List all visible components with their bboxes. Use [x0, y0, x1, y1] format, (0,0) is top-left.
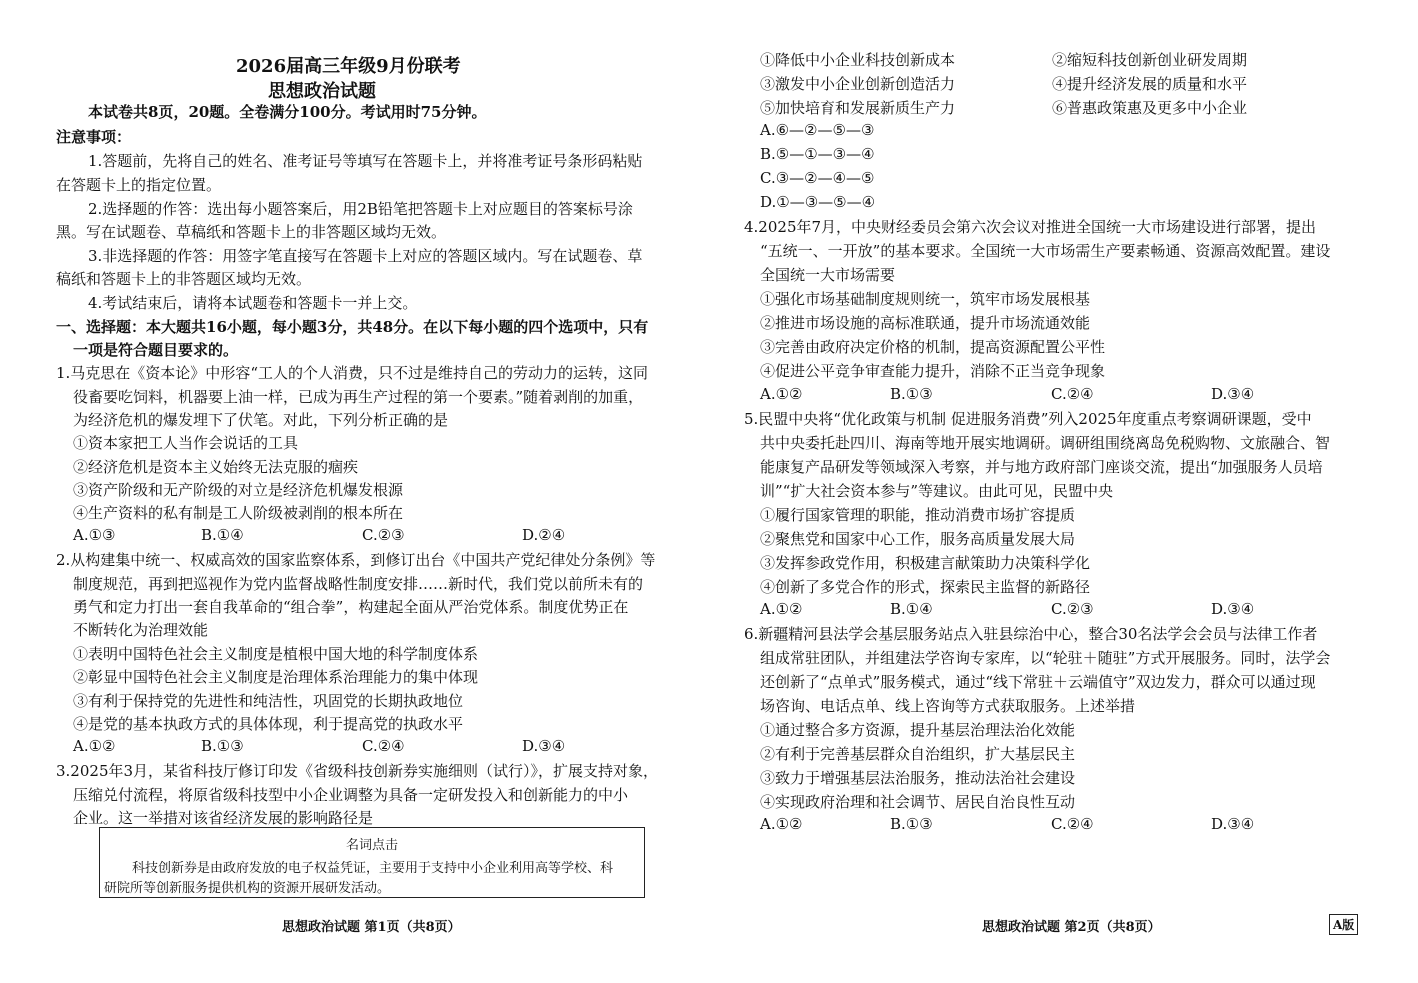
q1-item: ③资产阶级和无产阶级的对立是经济危机爆发根源: [73, 481, 404, 499]
q5-option-d[interactable]: D.③④: [1211, 600, 1255, 618]
q2-stem: 2.从构建集中统一、权威高效的国家监察体系，到修订出台《中国共产党纪律处分条例》等: [56, 551, 656, 569]
q1-stem: 为经济危机的爆发埋下了伏笔。对此，下列分析正确的是: [73, 411, 449, 429]
exam-title: 2026届高三年级9月份联考: [236, 56, 461, 77]
q5-option-b[interactable]: B.①④: [890, 600, 933, 618]
q3-item: ⑤加快培育和发展新质生产力: [760, 99, 956, 117]
q1-option-c[interactable]: C.②③: [362, 526, 405, 544]
q3-option-b[interactable]: B.⑤—①—③—④: [760, 145, 875, 163]
q5-stem: 共中央委托赴四川、海南等地开展实地调研。调研组围绕离岛免税购物、文旅融合、智: [760, 434, 1331, 452]
q2-option-d[interactable]: D.③④: [522, 737, 566, 755]
q1-option-b[interactable]: B.①④: [201, 526, 244, 544]
q2-stem: 制度规范，再到把巡视作为党内监督战略性制度安排……新时代，我们党以前所未有的: [73, 575, 644, 593]
q1-stem: 1.马克思在《资本论》中形容“工人的个人消费，只不过是维持自己的劳动力的运转，这同: [56, 364, 648, 382]
q6-stem: 还创新了“点单式”服务模式，通过“线下常驻＋云端值守”双边发力，群众可以通过现: [760, 673, 1316, 691]
q1-item: ④生产资料的私有制是工人阶级被剥削的根本所在: [73, 504, 404, 522]
q2-item: ①表明中国特色社会主义制度是植根中国大地的科学制度体系: [73, 645, 479, 663]
q5-item: ③发挥参政党作用，积极建言献策助力决策科学化: [760, 554, 1091, 572]
footer-page-2: 思想政治试题 第2页（共8页）: [982, 920, 1161, 935]
q3-item: ③激发中小企业创新创造活力: [760, 75, 956, 93]
notice-line: 黑。写在试题卷、草稿纸和答题卡上的非答题区域均无效。: [56, 223, 447, 241]
edition-badge: A版: [1329, 914, 1358, 935]
q3-item: ②缩短科技创新创业研发周期: [1052, 51, 1248, 69]
q3-option-d[interactable]: D.①—③—⑤—④: [760, 193, 876, 211]
q3-item: ⑥普惠政策惠及更多中小企业: [1052, 99, 1248, 117]
q1-option-a[interactable]: A.①③: [73, 526, 116, 544]
q5-stem: 5.民盟中央将“优化政策与机制 促进服务消费”列入2025年度重点考察调研课题，受中: [744, 410, 1312, 428]
q4-option-c[interactable]: C.②④: [1051, 385, 1094, 403]
q6-item: ②有利于完善基层群众自治组织，扩大基层民主: [760, 745, 1076, 763]
term-box-line: 研院所等创新服务提供机构的资源开展研发活动。: [104, 881, 391, 896]
q5-item: ①履行国家管理的职能，推动消费市场扩容提质: [760, 506, 1076, 524]
q3-stem: 3.2025年3月，某省科技厅修订印发《省级科技创新券实施细则（试行）》，扩展支持对象，: [56, 762, 659, 780]
q4-item: ①强化市场基础制度规则统一，筑牢市场发展根基: [760, 290, 1091, 308]
section-heading: 一、选择题：本大题共16小题，每小题3分，共48分。在以下每小题的四个选项中，只有: [56, 318, 649, 336]
q4-item: ③完善由政府决定价格的机制，提高资源配置公平性: [760, 338, 1106, 356]
q5-option-a[interactable]: A.①②: [760, 600, 803, 618]
q6-stem: 场咨询、电话点单、线上咨询等方式获取服务。上述举措: [760, 697, 1136, 715]
notice-line: 稿纸和答题卡上的非答题区域均无效。: [56, 270, 312, 288]
q2-option-b[interactable]: B.①③: [201, 737, 244, 755]
q4-item: ④促进公平竞争审查能力提升，消除不正当竞争现象: [760, 362, 1106, 380]
q2-item: ③有利于保持党的先进性和纯洁性，巩固党的长期执政地位: [73, 692, 464, 710]
footer-page-1: 思想政治试题 第1页（共8页）: [282, 920, 461, 935]
notice-line: 4.考试结束后，请将本试题卷和答题卡一并上交。: [88, 294, 418, 312]
q5-stem: 训”“扩大社会资本参与”等建议。由此可见，民盟中央: [760, 482, 1114, 500]
q3-stem: 压缩兑付流程，将原省级科技型中小企业调整为具备一定研发投入和创新能力的中小: [73, 786, 629, 804]
notice-line: 1.答题前，先将自己的姓名、准考证号等填写在答题卡上，并将准考证号条形码粘贴: [88, 152, 643, 170]
q1-item: ①资本家把工人当作会说话的工具: [73, 434, 299, 452]
q4-option-a[interactable]: A.①②: [760, 385, 803, 403]
q4-item: ②推进市场设施的高标准联通，提升市场流通效能: [760, 314, 1091, 332]
q3-option-c[interactable]: C.③—②—④—⑤: [760, 169, 875, 187]
q2-stem: 不断转化为治理效能: [73, 621, 209, 639]
q6-item: ③致力于增强基层法治服务，推动法治社会建设: [760, 769, 1076, 787]
exam-info: 本试卷共8页，20题。全卷满分100分。考试用时75分钟。: [88, 103, 487, 121]
exam-subtitle: 思想政治试题: [268, 81, 376, 102]
q3-item: ④提升经济发展的质量和水平: [1052, 75, 1248, 93]
q5-stem: 能康复产品研发等领域深入考察，并与地方政府部门座谈交流，提出“加强服务人员培: [760, 458, 1323, 476]
notice-heading: 注意事项：: [56, 128, 132, 146]
q2-stem: 勇气和定力打出一套自我革命的“组合拳”，构建起全面从严治党体系。制度优势正在: [73, 598, 629, 616]
q1-item: ②经济危机是资本主义始终无法克服的痼疾: [73, 458, 359, 476]
q2-option-a[interactable]: A.①②: [73, 737, 116, 755]
term-box-line: 科技创新券是由政府发放的电子权益凭证，主要用于支持中小企业利用高等学校、科: [132, 861, 614, 876]
section-heading: 一项是符合题目要求的。: [73, 341, 239, 359]
q2-item: ④是党的基本执政方式的具体体现，利于提高党的执政水平: [73, 715, 464, 733]
q4-stem: “五统一、一开放”的基本要求。全国统一大市场需生产要素畅通、资源高效配置。建设: [760, 242, 1331, 260]
q1-stem: 役畜要吃饲料，机器要上油一样，已成为再生产过程的第一个要素。”随着剥削的加重，: [73, 388, 644, 406]
q1-option-d[interactable]: D.②④: [522, 526, 566, 544]
q6-stem: 组成常驻团队，并组建法学咨询专家库，以“轮驻＋随驻”方式开展服务。同时，法学会: [760, 649, 1331, 667]
q4-stem: 4.2025年7月，中央财经委员会第六次会议对推进全国统一大市场建设进行部署，提出: [744, 218, 1317, 236]
q6-item: ④实现政府治理和社会调节、居民自治良性互动: [760, 793, 1076, 811]
q5-item: ④创新了多党合作的形式，探索民主监督的新路径: [760, 578, 1091, 596]
q5-option-c[interactable]: C.②③: [1051, 600, 1094, 618]
q6-stem: 6.新疆精河县法学会基层服务站点入驻县综治中心，整合30名法学会会员与法律工作者: [744, 625, 1318, 643]
notice-line: 在答题卡上的指定位置。: [56, 176, 222, 194]
q6-option-d[interactable]: D.③④: [1211, 815, 1255, 833]
q4-stem: 全国统一大市场需要: [760, 266, 896, 284]
term-explanation-box: [99, 827, 645, 898]
q2-option-c[interactable]: C.②④: [362, 737, 405, 755]
q4-option-b[interactable]: B.①③: [890, 385, 933, 403]
q6-item: ①通过整合多方资源，提升基层治理法治化效能: [760, 721, 1076, 739]
q2-item: ②彰显中国特色社会主义制度是治理体系治理能力的集中体现: [73, 668, 479, 686]
q5-item: ②聚焦党和国家中心工作，服务高质量发展大局: [760, 530, 1076, 548]
q6-option-b[interactable]: B.①③: [890, 815, 933, 833]
q3-item: ①降低中小企业科技创新成本: [760, 51, 956, 69]
notice-line: 2.选择题的作答：选出每小题答案后，用2B铅笔把答题卡上对应题目的答案标号涂: [88, 200, 633, 218]
q4-option-d[interactable]: D.③④: [1211, 385, 1255, 403]
q3-option-a[interactable]: A.⑥—②—⑤—③: [760, 121, 875, 139]
notice-line: 3.非选择题的作答：用签字笔直接写在答题卡上对应的答题区域内。写在试题卷、草: [88, 247, 643, 265]
q3-stem: 企业。这一举措对该省经济发展的影响路径是: [73, 809, 374, 827]
q6-option-c[interactable]: C.②④: [1051, 815, 1094, 833]
q6-option-a[interactable]: A.①②: [760, 815, 803, 833]
term-box-title: 名词点击: [345, 838, 398, 853]
